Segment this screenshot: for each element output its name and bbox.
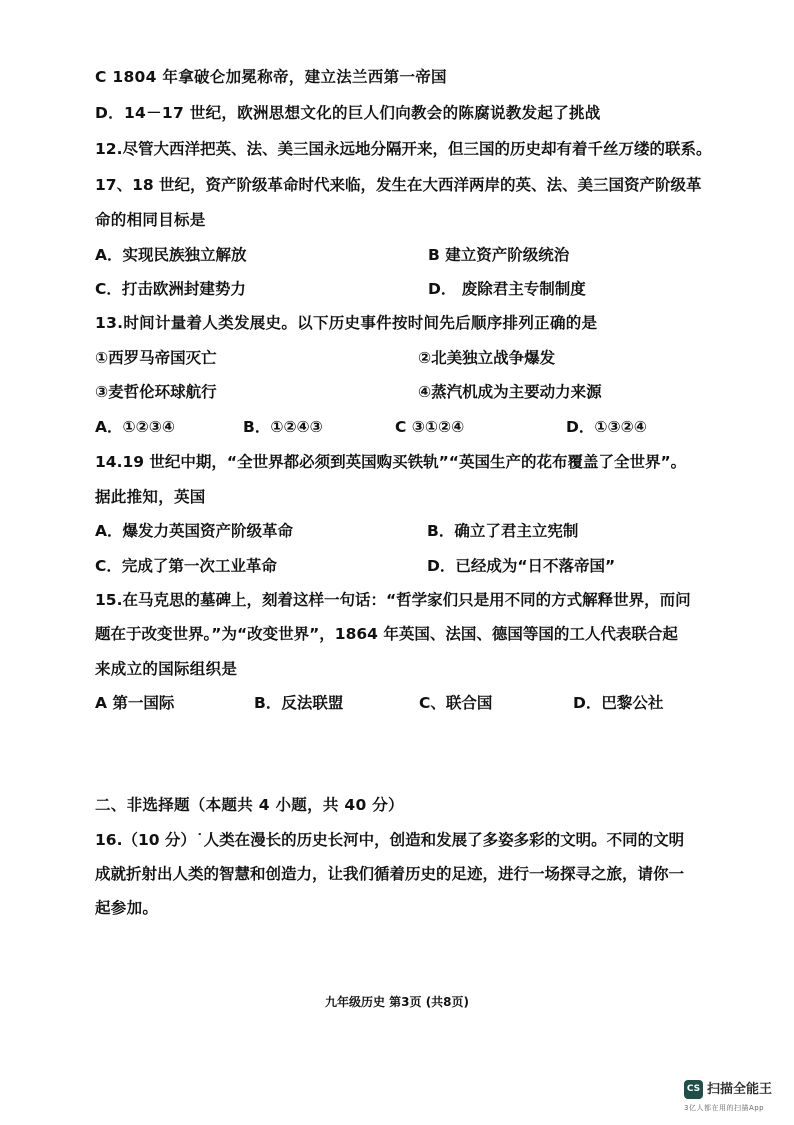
question-16-stem-2: 成就折射出人类的智慧和创造力，让我们循着历史的足迹，进行一场探寻之旅，请你一	[95, 865, 685, 883]
question-13-option-c: C ③①②④	[395, 418, 465, 436]
question-13-option-a: A．①②③④	[95, 418, 175, 436]
question-15-stem-3: 来成立的国际组织是	[95, 660, 238, 678]
scanner-name: 扫描全能王	[707, 1082, 773, 1097]
question-16-stem-1: 16.（10 分）˙人类在漫长的历史长河中，创造和发展了多姿多彩的文明。不同的文明	[95, 831, 685, 849]
question-13-option-d: D．①③②④	[566, 418, 647, 436]
question-12-stem-1: 12.尽管大西洋把英、法、美三国永远地分隔开来，但三国的历史却有着千丝万缕的联系。	[95, 140, 712, 158]
question-13-event-4: ④蒸汽机成为主要动力来源	[418, 383, 602, 401]
question-15-stem-1: 15.在马克思的墓碑上，刻着这样一句话：“哲学家们只是用不同的方式解释世界，而问	[95, 591, 691, 609]
question-12-option-b: B 建立资产阶级统治	[428, 246, 570, 264]
question-16-stem-3: 起参加。	[95, 899, 159, 917]
question-15-option-a: A 第一国际	[95, 694, 175, 712]
question-14-option-c: C．完成了第一次工业革命	[95, 557, 277, 575]
question-12-stem-3: 命的相同目标是	[95, 211, 206, 229]
option-d-line: D．14－17 世纪，欧洲思想文化的巨人们向教会的陈腐说教发起了挑战	[95, 104, 601, 122]
question-13-event-2: ②北美独立战争爆发	[418, 349, 556, 367]
question-13-stem: 13.时间计量着人类发展史。以下历史事件按时间先后顺序排列正确的是	[95, 314, 598, 332]
question-12-option-c: C．打击欧洲封建势力	[95, 280, 246, 298]
question-15-option-c: C、联合国	[419, 694, 493, 712]
question-14-option-b: B．确立了君主立宪制	[427, 522, 579, 540]
question-14-stem-1: 14.19 世纪中期，“全世界都必须到英国购买铁轨”“英国生产的花布覆盖了全世界”。	[95, 453, 687, 471]
question-14-option-d: D．已经成为“日不落帝国”	[427, 557, 616, 575]
question-12-option-d: D． 废除君主专制制度	[428, 280, 586, 298]
question-12-stem-2: 17、18 世纪，资产阶级革命时代来临，发生在大西洋两岸的英、法、美三国资产阶级革	[95, 176, 702, 194]
page-footer: 九年级历史 第3页 (共8页)	[324, 995, 470, 1009]
question-12-option-a: A．实现民族独立解放	[95, 246, 247, 264]
question-15-option-d: D．巴黎公社	[573, 694, 664, 712]
scanner-watermark	[684, 1080, 788, 1116]
question-13-event-1: ①西罗马帝国灭亡	[95, 349, 217, 367]
scanner-tagline: 3亿人都在用的扫描App	[684, 1104, 765, 1112]
question-14-option-a: A．爆发力英国资产阶级革命	[95, 522, 293, 540]
section-2-heading: 二、非选择题（本题共 4 小题，共 40 分）	[95, 796, 404, 814]
scanner-logo-icon: CS	[684, 1080, 703, 1099]
question-13-option-b: B．①②④③	[243, 418, 323, 436]
question-14-stem-2: 据此推知，英国	[95, 488, 206, 506]
option-c-line: C 1804 年拿破仑加冕称帝，建立法兰西第一帝国	[95, 68, 447, 86]
question-13-event-3: ③麦哲伦环球航行	[95, 383, 217, 401]
question-15-stem-2: 题在于改变世界。”为“改变世界”，1864 年英国、法国、德国等国的工人代表联合起	[95, 625, 678, 643]
question-15-option-b: B．反法联盟	[254, 694, 344, 712]
